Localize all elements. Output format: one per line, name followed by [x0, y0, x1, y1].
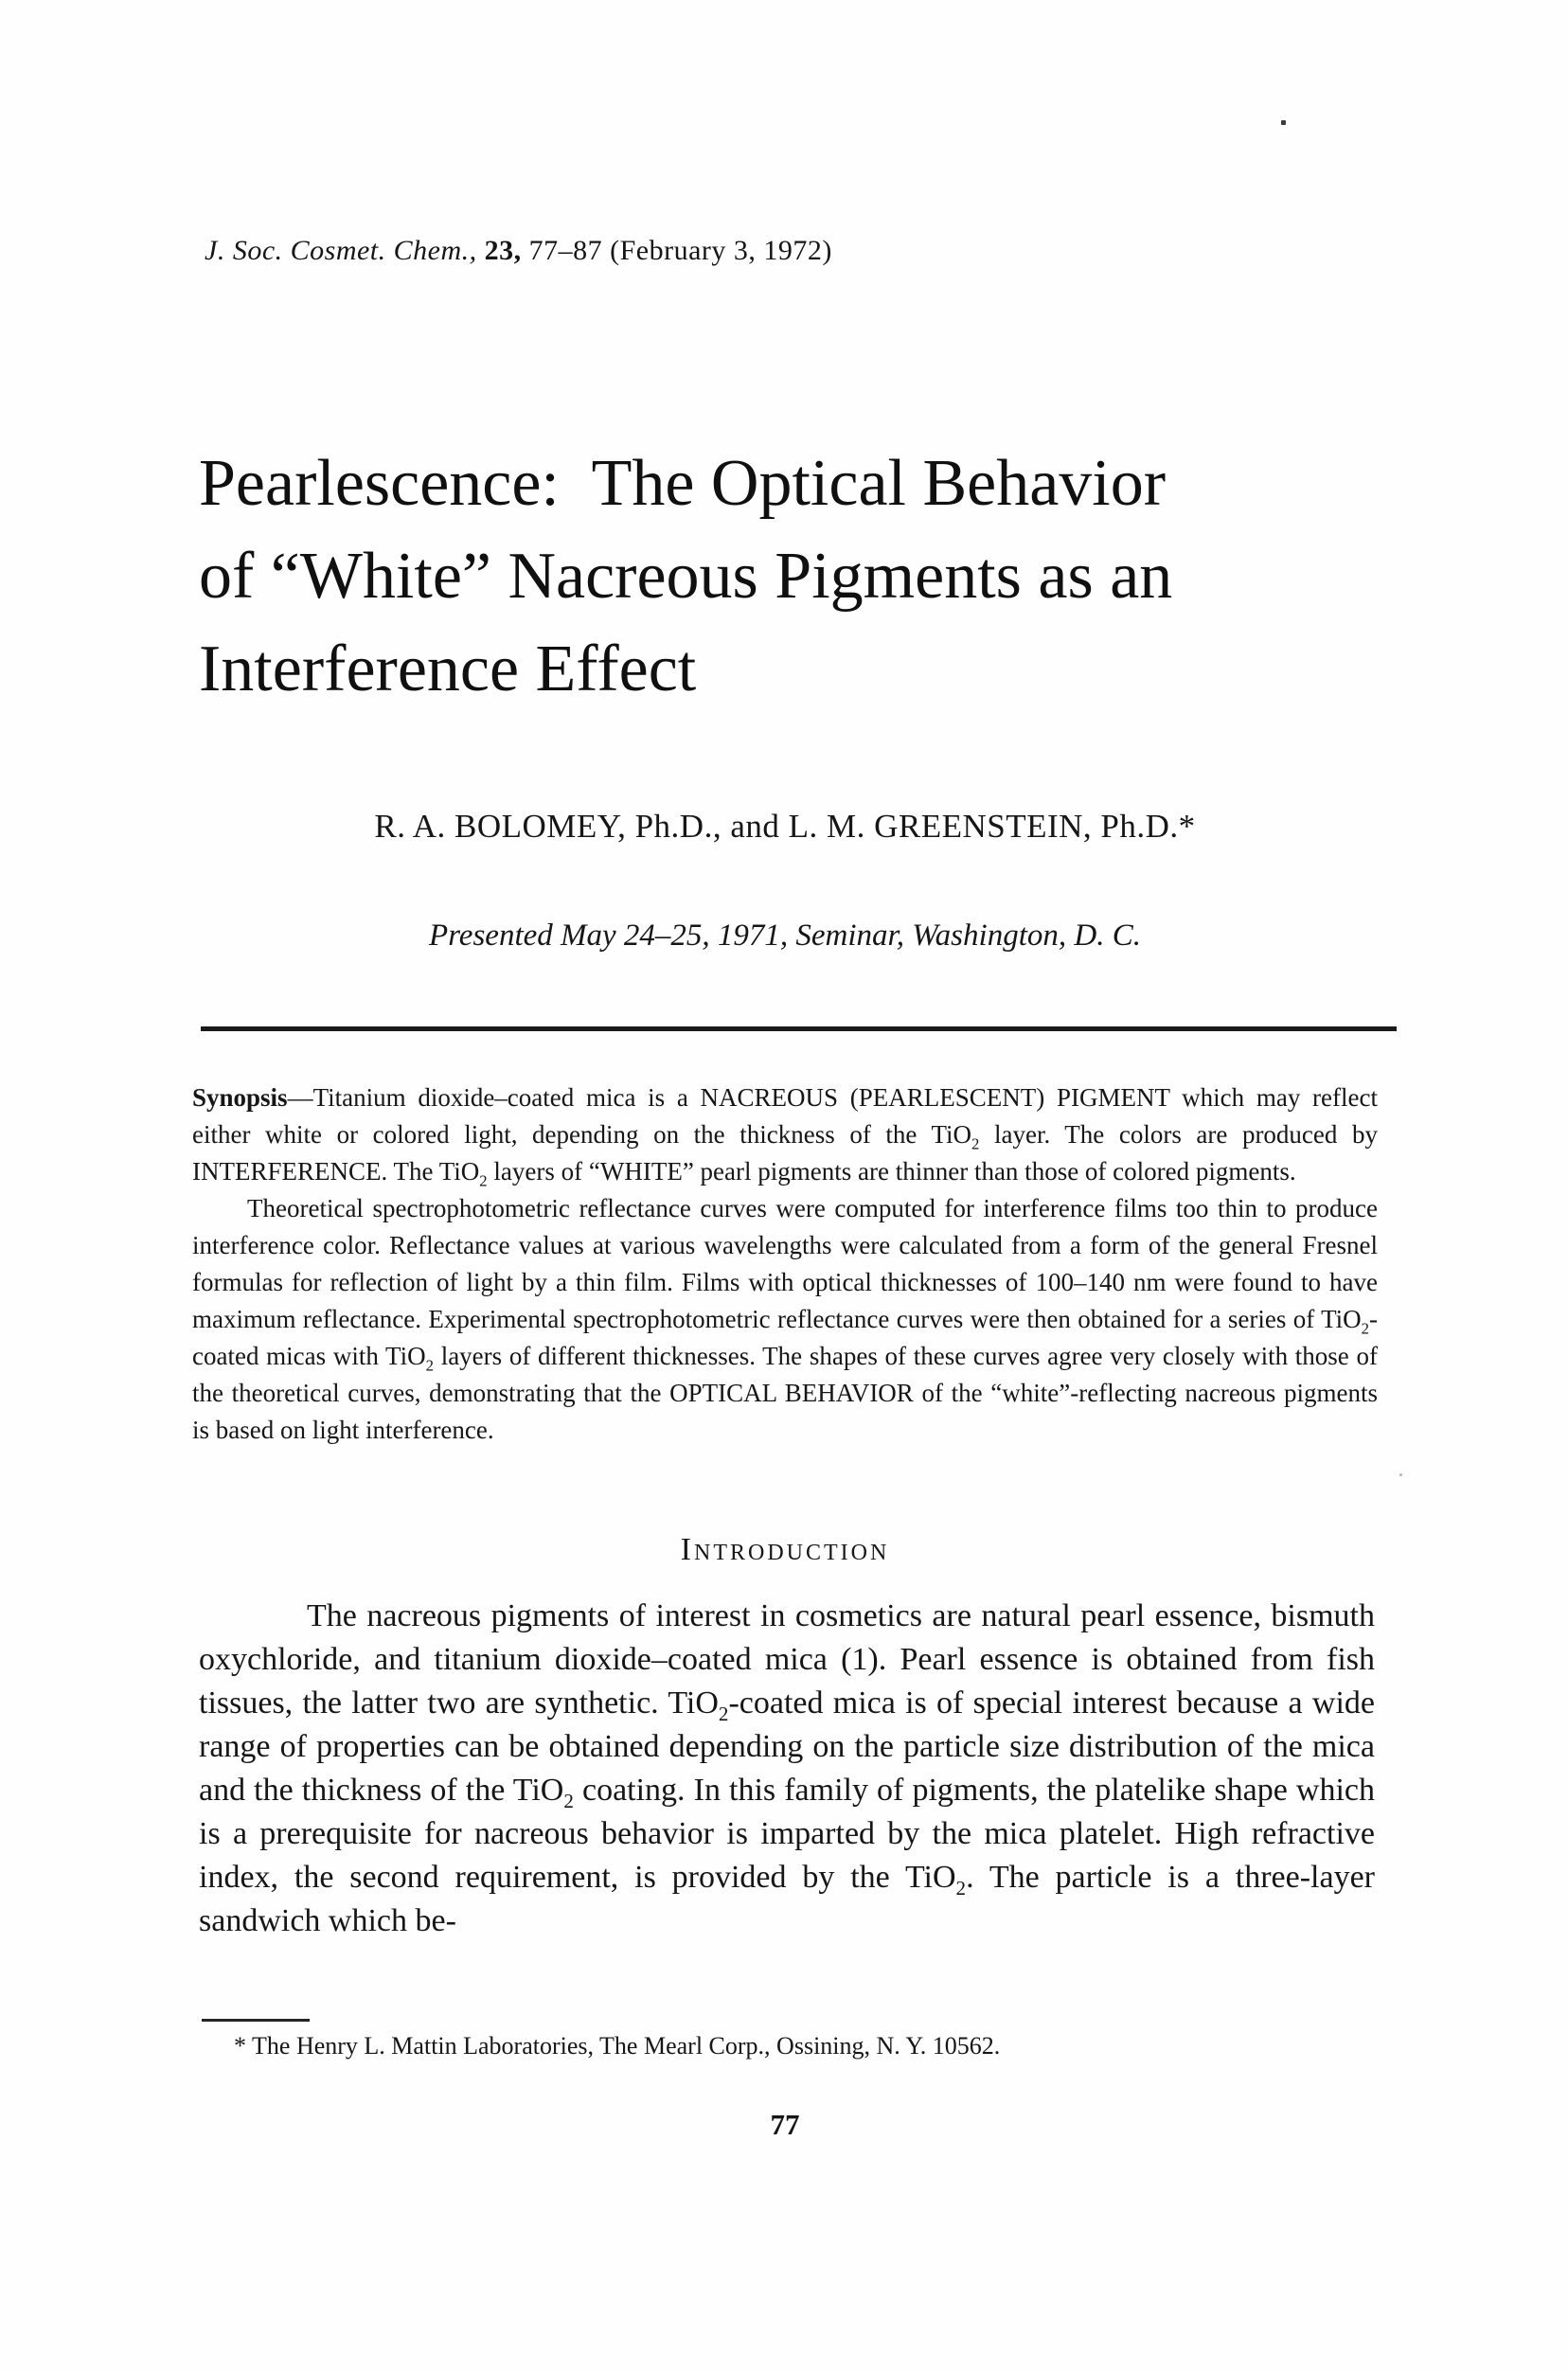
page-number: 77 [770, 2108, 800, 2141]
synopsis-paragraph: Synopsis—Titanium dioxide–coated mica is a NACREOUS (PEARLESCENT) PIGMENT which may reflect either white or colored light, depending on the thickness of the TiO$_2$ layer. The colors are produced by INTERFERENCE. The TiO$_2$ layers of “WHITE” pearl pigments are thinner than those of colored pigments. [192, 1083, 1378, 1190]
article-title-line: Interference Effect [199, 633, 697, 705]
introduction-heading: Introduction [680, 1532, 890, 1567]
authors-line: R. A. BOLOMEY, Ph.D., and L. M. GREENSTEIN, Ph.D.* [374, 808, 1196, 845]
footnote: * The Henry L. Mattin Laboratories, The Mearl Corp., Ossining, N. Y. 10562. [234, 2032, 1001, 2060]
synopsis-block [192, 1079, 1378, 1449]
journal-citation: J. Soc. Cosmet. Chem., 23, 77–87 (February 3, 1972) [205, 235, 832, 266]
article-title-line: Pearlescence: The Optical Behavior [199, 447, 1167, 520]
introduction-paragraph: The nacreous pigments of interest in cosmetics are natural pearl essence, bismuth oxychloride, and titanium dioxide–coated mica (1). Pearl essence is obtained from fish tissues, the latter two are synthetic. TiO$_2$-coated mica is of special interest because a wide range of properties can be obtained depending on the particle size distribution of the mica and the thickness of the TiO$_2$ coating. In this family of pigments, the platelike shape which is a prerequisite for nacreous behavior is imparted by the mica platelet. High refractive index, the second requirement, is provided by the TiO$_2$. The particle is a three-layer sandwich which be- [199, 1598, 1376, 1938]
introduction-section [199, 1595, 1375, 1943]
section-divider [201, 1026, 1397, 1031]
presentation-note: Presented May 24–25, 1971, Seminar, Washington, D. C. [429, 918, 1141, 953]
article-title-line: of “White” Nacreous Pigments as an [199, 540, 1173, 613]
synopsis-paragraph: Theoretical spectrophotometric reflectance curves were computed for interference films too thin to produce interference color. Reflectance values at various wavelengths were calculated from a form of the general Fresnel formulas for reflection of light by a thin film. Films with optical thicknesses of 100–140 nm were found to have maximum reflectance. Experimental spectrophotometric reflectance curves were then obtained for a series of TiO$_2$-coated micas with TiO$_2$ layers of different thicknesses. The shapes of these curves agree very closely with those of the theoretical curves, demonstrating that the OPTICAL BEHAVIOR of the “white”-reflecting nacreous pigments is based on light interference. [192, 1194, 1378, 1444]
footnote-divider [202, 2019, 310, 2022]
scan-artifact [1281, 120, 1286, 125]
article-title [199, 437, 1458, 716]
scan-artifact [1399, 1473, 1402, 1476]
